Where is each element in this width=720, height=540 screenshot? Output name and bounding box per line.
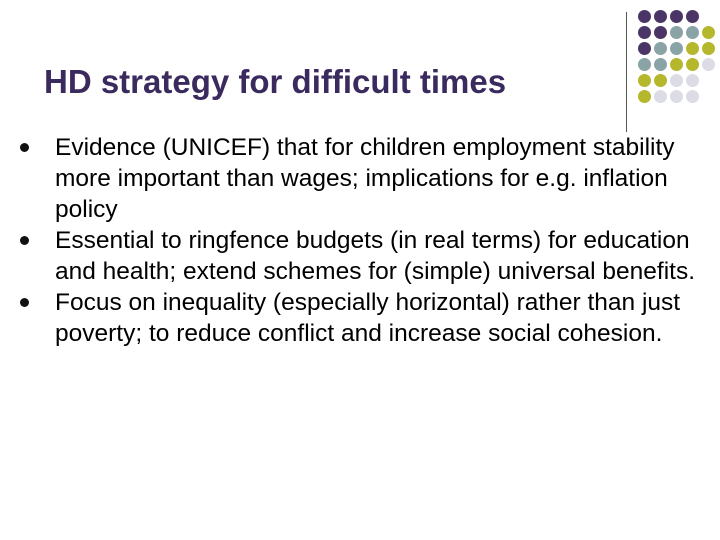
- dot: [654, 74, 667, 87]
- dot: [654, 26, 667, 39]
- dot: [670, 42, 683, 55]
- dot: [654, 58, 667, 71]
- bullet-text: Focus on inequality (especially horizontal) rather than just poverty; to reduce conflict and increase social cohesion.: [55, 289, 681, 347]
- bullet-dot-icon: [20, 298, 29, 307]
- bullet-item: [20, 132, 720, 225]
- dot: [670, 26, 683, 39]
- dot: [686, 74, 699, 87]
- dot: [670, 90, 683, 103]
- dot: [686, 90, 699, 103]
- dot: [702, 42, 715, 55]
- title-divider: [626, 12, 627, 132]
- dot: [638, 26, 651, 39]
- dot: [654, 10, 667, 23]
- bullet-list: [20, 132, 720, 349]
- bullet-dot-icon: [20, 143, 29, 152]
- dot: [638, 10, 651, 23]
- bullet-text: Evidence (UNICEF) that for children employment stability more important than wages; implications for e.g. inflation policy: [55, 134, 675, 223]
- dot: [654, 42, 667, 55]
- bullet-dot-icon: [20, 236, 29, 245]
- bullet-item: [20, 225, 720, 287]
- dot: [686, 10, 699, 23]
- slide-title: HD strategy for difficult times: [44, 63, 507, 100]
- dot: [638, 58, 651, 71]
- dot: [702, 26, 715, 39]
- dot: [638, 90, 651, 103]
- dot: [638, 74, 651, 87]
- bullet-item: [20, 287, 720, 349]
- dot: [670, 74, 683, 87]
- dot: [686, 26, 699, 39]
- dot-grid-icon: [638, 10, 720, 130]
- dot: [686, 58, 699, 71]
- dot: [670, 58, 683, 71]
- dot: [702, 58, 715, 71]
- bullet-text: Essential to ringfence budgets (in real terms) for education and health; extend schemes for (simple) universal benefits.: [55, 227, 696, 285]
- dot: [686, 42, 699, 55]
- dot: [670, 10, 683, 23]
- dot: [654, 90, 667, 103]
- dot: [638, 42, 651, 55]
